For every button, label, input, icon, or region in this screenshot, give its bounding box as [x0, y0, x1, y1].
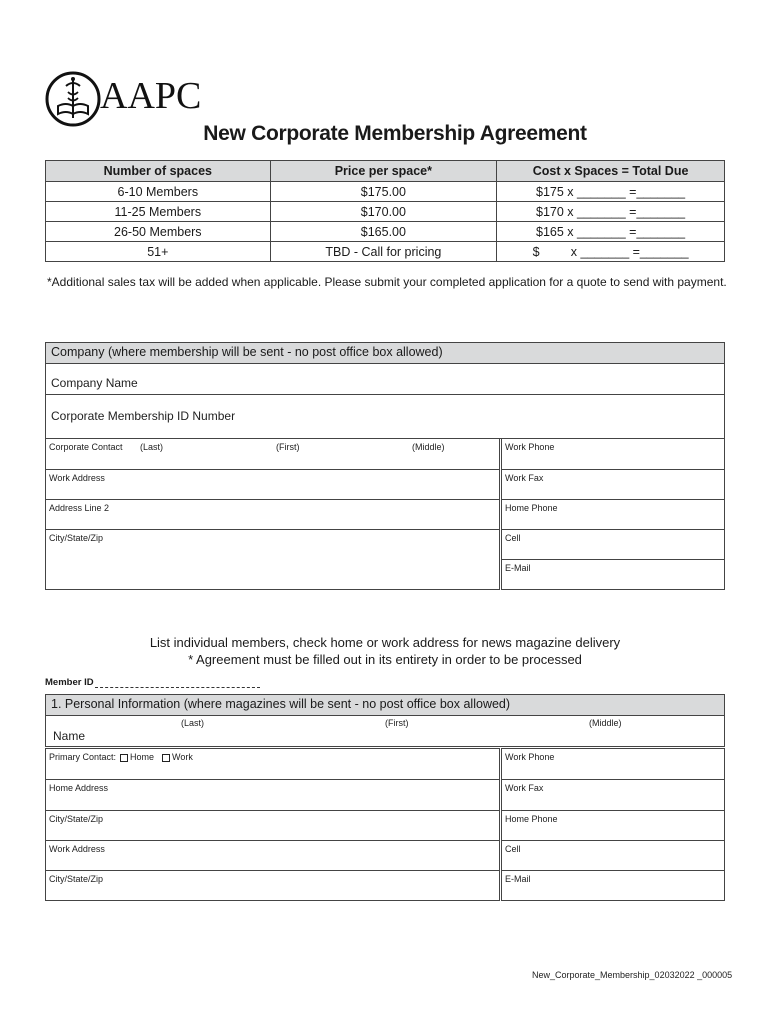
address-line2-field[interactable]	[45, 499, 500, 530]
total-due-field[interactable]: $170 x _______ =_______	[497, 202, 725, 222]
work-fax-field[interactable]	[501, 469, 725, 500]
document-footer: New_Corporate_Membership_02032022 _000005	[532, 970, 733, 980]
middle-name-hint: (Middle)	[412, 442, 445, 452]
work-phone-label: Work Phone	[505, 442, 555, 452]
name-label: Name	[53, 729, 86, 743]
city-state-zip-field[interactable]	[45, 810, 500, 841]
city-state-zip-label: City/State/Zip	[49, 814, 104, 824]
total-due-field[interactable]: $ x _______ =_______	[497, 242, 725, 262]
instructions	[0, 634, 770, 668]
membership-id-label: Corporate Membership ID Number	[51, 409, 236, 423]
work-address-label: Work Address	[49, 473, 105, 483]
work-fax-field[interactable]	[501, 779, 725, 811]
member-id-field[interactable]	[45, 677, 260, 688]
work-checkbox[interactable]	[162, 754, 170, 762]
work-fax-label: Work Fax	[505, 783, 544, 793]
table-cell: $170.00	[270, 202, 497, 222]
logo-text: AAPC	[100, 75, 202, 117]
member-id-label: Member ID	[45, 677, 94, 688]
work-phone-field[interactable]	[501, 748, 725, 780]
city-state-zip-field[interactable]	[45, 529, 500, 590]
company-name-label: Company Name	[51, 376, 138, 390]
aapc-logo	[44, 70, 204, 128]
table-row	[46, 182, 725, 202]
member-id-line	[95, 678, 260, 688]
work-address-field[interactable]	[45, 469, 500, 500]
work-address-label: Work Address	[49, 844, 105, 854]
work-phone-label: Work Phone	[505, 752, 555, 762]
primary-contact-group	[49, 752, 193, 762]
email-field[interactable]	[501, 870, 725, 901]
work-address-field[interactable]	[45, 840, 500, 871]
work-checkbox-label: Work	[172, 752, 193, 762]
home-phone-field[interactable]	[501, 499, 725, 530]
tax-note: *Additional sales tax will be added when applicable. Please submit your completed application for a quote to send with payment.	[47, 275, 727, 289]
table-cell: $175.00	[270, 182, 497, 202]
table-cell: 11-25 Members	[46, 202, 271, 222]
caduceus-book-icon	[44, 70, 102, 128]
first-name-hint: (First)	[385, 718, 409, 728]
table-cell: TBD - Call for pricing	[270, 242, 497, 262]
first-name-hint: (First)	[276, 442, 300, 452]
work-phone-field[interactable]	[501, 438, 725, 470]
personal-section-header: 1. Personal Information (where magazines will be sent - no post office box allowed)	[45, 694, 725, 716]
home-address-label: Home Address	[49, 783, 109, 793]
table-row	[46, 202, 725, 222]
city-state-zip-label: City/State/Zip	[49, 533, 104, 543]
last-name-hint: (Last)	[181, 718, 205, 728]
company-section-header: Company (where membership will be sent - no post office box allowed)	[45, 342, 725, 364]
primary-contact-field	[45, 748, 500, 780]
column-header: Price per space*	[270, 161, 497, 182]
home-phone-field[interactable]	[501, 810, 725, 841]
work-city-state-zip-field[interactable]	[45, 870, 500, 901]
home-checkbox[interactable]	[120, 754, 128, 762]
total-due-field[interactable]: $175 x _______ =_______	[497, 182, 725, 202]
address-line2-label: Address Line 2	[49, 503, 110, 513]
table-cell: $165.00	[270, 222, 497, 242]
email-label: E-Mail	[505, 874, 531, 884]
cell-label: Cell	[505, 844, 521, 854]
membership-id-field[interactable]	[45, 394, 725, 439]
email-label: E-Mail	[505, 563, 531, 573]
work-city-state-zip-label: City/State/Zip	[49, 874, 104, 884]
home-phone-label: Home Phone	[505, 503, 558, 513]
table-cell: 51+	[46, 242, 271, 262]
table-row	[46, 242, 725, 262]
column-header: Number of spaces	[46, 161, 271, 182]
corporate-contact-label: Corporate Contact	[49, 442, 123, 452]
last-name-hint: (Last)	[140, 442, 164, 452]
table-cell: 6-10 Members	[46, 182, 271, 202]
email-field[interactable]	[501, 559, 725, 590]
primary-contact-label: Primary Contact:	[49, 752, 117, 762]
corporate-contact-field[interactable]	[45, 438, 500, 470]
name-field[interactable]	[45, 715, 725, 747]
total-due-field[interactable]: $165 x _______ =_______	[497, 222, 725, 242]
home-phone-label: Home Phone	[505, 814, 558, 824]
cell-label: Cell	[505, 533, 521, 543]
instructions-line2: * Agreement must be filled out in its entirety in order to be processed	[188, 652, 582, 667]
page-title: New Corporate Membership Agreement	[203, 122, 587, 145]
table-row	[46, 222, 725, 242]
table-header-row	[46, 161, 725, 182]
cell-field[interactable]	[501, 529, 725, 560]
pricing-table	[45, 160, 725, 262]
home-checkbox-label: Home	[130, 752, 155, 762]
table-cell: 26-50 Members	[46, 222, 271, 242]
home-address-field[interactable]	[45, 779, 500, 811]
cell-field[interactable]	[501, 840, 725, 871]
middle-name-hint: (Middle)	[589, 718, 622, 728]
work-fax-label: Work Fax	[505, 473, 544, 483]
column-header: Cost x Spaces = Total Due	[497, 161, 725, 182]
instructions-line1: List individual members, check home or work address for news magazine delivery	[149, 635, 621, 650]
company-name-field[interactable]	[45, 363, 725, 395]
